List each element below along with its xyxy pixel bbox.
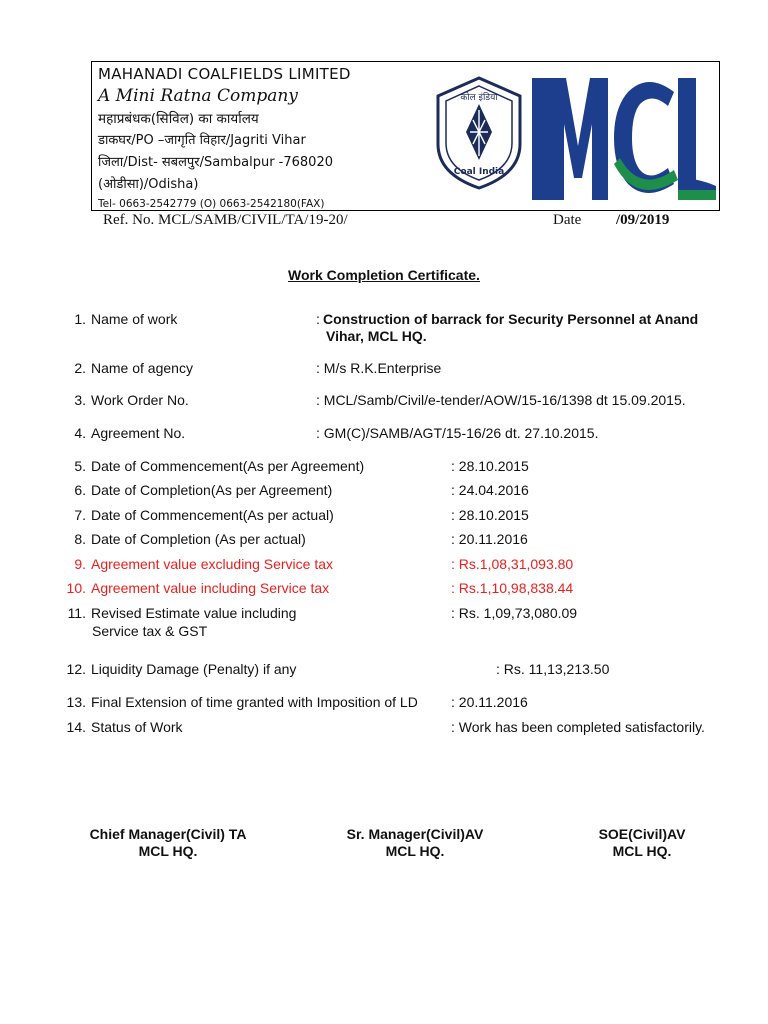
signatory-office: MCL HQ. — [385, 843, 445, 859]
item-number: 9. — [74, 556, 86, 572]
item-label: Work Order No. — [91, 392, 189, 408]
item-label: Name of agency — [91, 360, 193, 376]
item-value: : 20.11.2016 — [451, 694, 528, 710]
item-number: 12. — [66, 661, 86, 677]
item-value: : Rs. 1,09,73,080.09 — [451, 605, 578, 621]
item-value: : Work has been completed satisfactorily. — [451, 719, 705, 735]
item-value: : 24.04.2016 — [451, 482, 529, 498]
item-number: 14. — [66, 719, 86, 735]
mcl-logo-icon — [528, 68, 718, 206]
item-number: 4. — [74, 425, 86, 441]
item-number: 2. — [74, 360, 86, 376]
item-label-continued: Service tax & GST — [92, 623, 208, 639]
signatory-title: SOE(Civil)AV — [598, 826, 686, 842]
signatory-office: MCL HQ. — [612, 843, 672, 859]
item-number: 7. — [74, 507, 86, 523]
signature-sr-manager — [330, 826, 500, 860]
item-label: Date of Commencement(As per actual) — [91, 507, 334, 523]
item-label: Agreement No. — [91, 425, 186, 441]
item-label: Liquidity Damage (Penalty) if any — [91, 661, 297, 677]
post-office: डाकघर/PO –जागृति विहार/Jagriti Vihar — [98, 133, 306, 148]
coal-india-seal-icon — [432, 74, 526, 192]
company-name: MAHANADI COALFIELDS LIMITED — [98, 65, 351, 83]
date-value: /09/2019 — [616, 212, 670, 228]
item-value: : Rs. 11,13,213.50 — [496, 661, 610, 677]
reference-number: Ref. No. MCL/SAMB/CIVIL/TA/19-20/ — [103, 212, 348, 228]
signature-chief-manager — [78, 826, 258, 860]
item-value: : Rs.1,08,31,093.80 — [451, 556, 574, 572]
signatory-office: MCL HQ. — [138, 843, 198, 859]
item-label: Revised Estimate value including — [91, 605, 297, 621]
item-label: Name of work — [91, 311, 178, 327]
item-label: Date of Completion (As per actual) — [91, 531, 306, 547]
item-number: 3. — [74, 392, 86, 408]
seal-hindi-text: कोल इंडिया — [460, 93, 498, 103]
item-number: 1. — [74, 311, 86, 327]
item-value: : 28.10.2015 — [451, 507, 529, 523]
item-value: : GM(C)/SAMB/AGT/15-16/26 dt. 27.10.2015. — [316, 425, 599, 441]
certificate-title: Work Completion Certificate. — [288, 267, 480, 283]
district: जिला/Dist- सबलपुर/Sambalpur -768020 — [98, 155, 333, 170]
item-value: Construction of barrack for Security Personnel at Anand — [323, 311, 699, 327]
item-value: : Rs.1,10,98,838.44 — [451, 580, 574, 596]
item-label: Agreement value including Service tax — [91, 580, 330, 596]
item-label: Agreement value excluding Service tax — [91, 556, 334, 572]
letterhead — [91, 61, 720, 211]
item-number: 5. — [74, 458, 86, 474]
office-name: महाप्रबंधक(सिविल) का कार्यालय — [98, 111, 259, 127]
seal-english-text: Coal India — [453, 167, 505, 177]
item-value: : M/s R.K.Enterprise — [316, 360, 442, 376]
item-number: 13. — [66, 694, 86, 710]
telephone: Tel- 0663-2542779 (O) 0663-2542180(FAX) — [98, 198, 325, 210]
signature-soe — [572, 826, 712, 860]
item-label: Date of Commencement(As per Agreement) — [91, 458, 365, 474]
item-number: 8. — [74, 531, 86, 547]
date-label: Date — [553, 212, 582, 228]
signatory-title: Sr. Manager(Civil)AV — [346, 826, 484, 842]
signatory-title: Chief Manager(Civil) TA — [89, 826, 247, 842]
item-colon: : — [316, 311, 320, 327]
item-label: Status of Work — [91, 719, 183, 735]
state: (ओडीसा)/Odisha) — [98, 177, 199, 192]
item-value: : 20.11.2016 — [451, 531, 528, 547]
item-number: 6. — [74, 482, 86, 498]
item-number: 10. — [66, 580, 86, 596]
item-label: Date of Completion(As per Agreement) — [91, 482, 333, 498]
item-value: : 28.10.2015 — [451, 458, 529, 474]
item-number: 11. — [67, 605, 86, 621]
letterhead-address — [98, 64, 351, 212]
item-value-continued: Vihar, MCL HQ. — [326, 328, 427, 344]
company-tagline: A Mini Ratna Company — [98, 86, 298, 106]
item-value: : MCL/Samb/Civil/e-tender/AOW/15-16/1398 dt 15.09.2015. — [316, 392, 686, 408]
item-label: Final Extension of time granted with Imposition of LD — [91, 694, 418, 710]
